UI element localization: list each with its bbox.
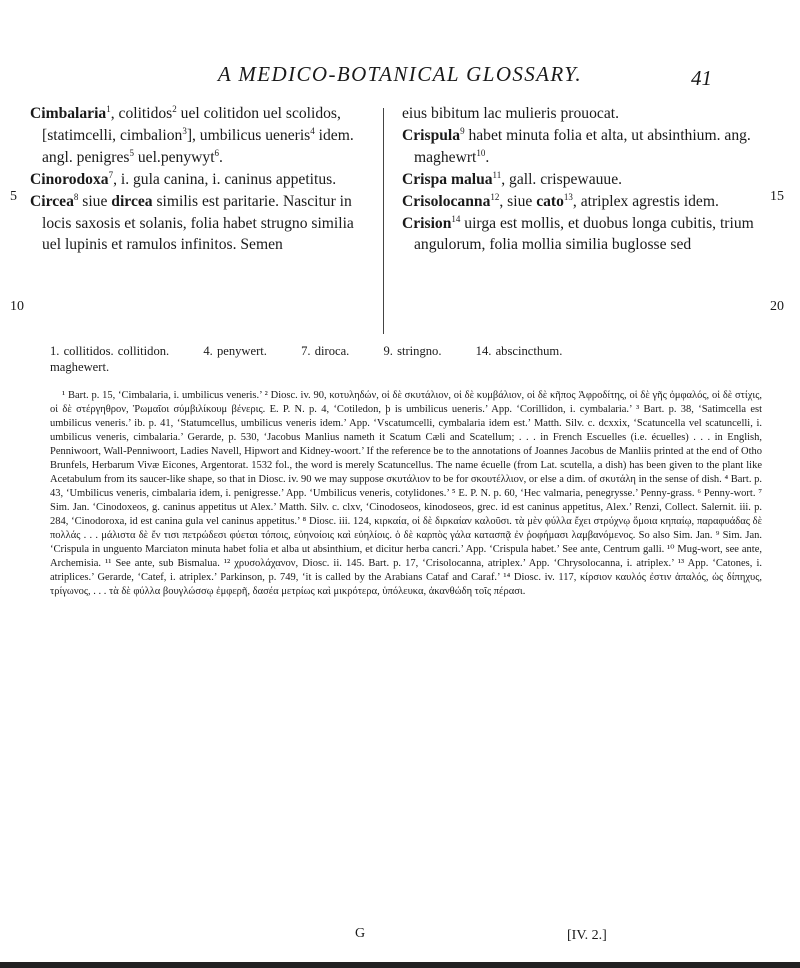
entry-text: . [219,148,223,166]
footnotes [50,389,762,599]
right-column [402,103,757,256]
variant: maghewert. [50,360,110,374]
entry-text: uel colitidon uel scolidos, [statimcelli, cimbalion [42,105,341,144]
running-title: A MEDICO-BOTANICAL GLOSSARY. [217,62,583,86]
headword: Cinorodoxa [30,170,109,188]
bottom-edge [0,962,800,968]
note-ref: 7 [108,169,114,180]
headword: Crisolocanna [402,192,491,210]
variant: 9. stringno. [383,344,442,358]
entry-text: , colitidos [110,105,173,122]
headword: Crispa malua [402,170,493,188]
line-number: 10 [10,299,24,314]
note-ref: 13 [563,191,573,202]
headword: Circea [30,192,74,210]
entry-text: , atriplex agrestis idem. [572,192,719,210]
catchword: [IV. 2.] [567,928,607,943]
note-ref: 1 [106,103,111,114]
entry-crision [402,213,757,257]
headword: Crision [402,214,452,232]
entry-text: eius bibitum lac mulieris prouocat. [402,105,619,122]
note-ref: 10 [476,147,486,158]
entry-crispula [402,125,757,169]
entry-text: . [485,148,490,166]
note-ref: 6 [214,147,220,158]
note-ref: 14 [451,213,461,224]
entry-cimbalaria [30,103,365,169]
entry-continuation [402,103,757,125]
headword: dircea [111,192,153,210]
variant: 7. diroca. [301,344,350,358]
note-ref: 9 [460,125,465,136]
entry-text: similis est paritarie. Nascitur in locis saxosis et solanis, folia habet strugno similia uel lupinis et ramulos infinitos. Semen [42,192,354,254]
note-ref: 2 [172,103,177,114]
note-ref: 8 [73,191,79,202]
entry-text: , gall. crispewauue. [501,170,623,188]
headword: cato [536,192,564,210]
entry-text: ], umbilicus ueneris [186,126,311,144]
line-number: 20 [770,299,784,314]
entry-text: , siue [499,192,537,210]
note-ref: 11 [492,169,502,180]
headword: Cimbalaria [30,105,107,122]
variant: 14. abscincthum. [475,344,563,358]
textual-variants [50,343,750,375]
line-number: 5 [10,189,17,204]
entry-text: uirga est mollis, et duobus longa cubitis, trium angulorum, folia mollia similia buglosse sed [414,214,754,254]
note-ref: 3 [182,125,187,136]
left-column [30,103,365,256]
entry-crispa-malua [402,169,757,191]
entry-text: uel.penywyt [133,148,215,166]
entry-crisolocanna [402,191,757,213]
entry-text: idem. angl. penigres [42,126,354,166]
headword: Crispula [402,126,461,144]
entry-text: habet minuta folia et alta, ut absinthium. ang. maghewrt [414,126,751,166]
page-number: 41 [691,66,712,90]
running-head [0,62,800,92]
line-number: 15 [770,189,784,204]
note-ref: 5 [129,147,134,158]
column-rule [383,108,384,334]
note-ref: 4 [310,125,315,136]
entry-text: siue [78,192,112,210]
variant: 4. penywert. [203,344,267,358]
entry-circea [30,191,365,257]
note-ref: 12 [490,191,500,202]
footnote-block: ¹ Bart. p. 15, ‘Cimbalaria, i. umbilicus veneris.’ ² Diosc. iv. 90, κοτυληδών, οἱ δὲ σκυτάλιον, οἱ δὲ κυμβάλιον, οἱ δὲ κῆπος Ἀφροδίτης, οἱ δὲ γῆς ὀμφαλός, οἱ δὲ στίχις, οἱ δὲ στέργηθρον, Ῥωμαῖοι σύμβιλίκουμ βένερις. E. P. N. p. 4, ‘Cotiledon, þ is umbilicus ueneris.’ App. ‘Corillidon, i. cymbalaria.’ ³ Bart. p. 38, ‘Satimcella est umbilicus veneris.’ ib. p. 41, ‘Statumcellus, umbilicus veneris idem.’ App. ‘Vscatumcelli, cymbalaria idem est.’ Matth. Silv. c. dcxxix, ‘Scatuncella vel scatuncelli, i. umbilicus veneris, cimbalaria.’ Gerarde, p. 530, ‘Jacobus Manlius nameth it Scatum Cæli and Scatellum; . . . in French Escuelles (i.e. écuelles) . . . in English, Penniwoort, Wall-Penniwoort, Ladies Navell, Hipwort and Kidney-woort.’ If the reference be to the annotations of Joannes Jacobus de Manliis printed at the end of Otho Brunfels, Herbarum Vivæ Eicones, Argentorat. 1532 fol., the word is merely Scatuncellus. The name écuelle (from Lat. scutella, a dish) has been given to the plant like Acetabulum from its saucer-like shape, so that in Diosc. iv. 90 we may suppose σκυτάλιον to be for σκουτέλλιον, or else a dim. of σκυτάλη in the sense of dish. ⁴ Bart. p. 43, ‘Umbilicus veneris, cimbalaria idem, i. penigresse.’ App. ‘Umbilicus veneris, cotylidones.’ ⁵ E. P. N. p. 60, ‘Hec valmaria, penegrysse.’ Penny-grass. ⁶ Penny-wort. ⁷ Sim. Jan. ‘Cinodoxeos, g. caninus appetitus ut Alex.’ Matth. Silv. c. clxv, ‘Cinodoseos, kinodoseos, grec. id est caninus appetitus, Alex.’ Renzi, Collect. Salernit. iii. p. 284, ‘Cinodoroxa, id est canina gula vel caninus appetitus.’ ⁸ Diosc. iii. 124, κιρκαία, οἱ δὲ διρκαίαν καλοῦσι. τὰ μὲν φύλλα ἔχει στρύχνῳ ὅμοια κηπαίῳ, παραφυάδας δὲ πολλάς . . . μάλιστα δὲ ἔν τισι πετρώδεσι φύεται τόποις, εὐηνοίοις καὶ εὐηλίοις. ὁ δὲ καρπὸς γάλα κατασπᾷ ἐν ῥοφήμασι λαμβανόμενος. So also Sim. Jan. ⁹ Sim. Jan. ‘Crispula in unguento Marciaton minuta habet folia et alba ut absinthium, et dicitur herba cancri.’ App. ‘Crispula habet.’ See ante, Centrum galli. ¹⁰ Mug-wort, see ante, Archemisia. ¹¹ See ante, sub Bismalua. ¹² χρυσολάχανον, Diosc. ii. 145. Bart. p. 17, ‘Crisolocanna, atriplex.’ App. ‘Chrysolocanna, i. atriplex.’ ¹³ App. ‘Catones, i. atriplices.’ Gerarde, ‘Catef, i. atriplex.’ Parkinson, p. 749, ‘it is called by the Arabians Cataf and Caraf.’ ¹⁴ Diosc. iv. 117, κίρσιον καυλός ἐστιν ἁπαλός, ὡς δίπηχυς, τρίγωνος, . . . τὰ δὲ φύλλα βουγλώσσῳ ἐμφερῆ, δασέα μετρίως καὶ μικρότερα, ὑπόλευκα, ἀκανθώδη τοῖς πέρασι. [50,390,762,597]
entry-text: , i. gula canina, i. caninus appetitus. [113,170,337,188]
entry-cinorodoxa [30,169,365,191]
signature-mark: G [355,926,366,941]
variant: 1. collitidos. collitidon. [50,344,170,358]
